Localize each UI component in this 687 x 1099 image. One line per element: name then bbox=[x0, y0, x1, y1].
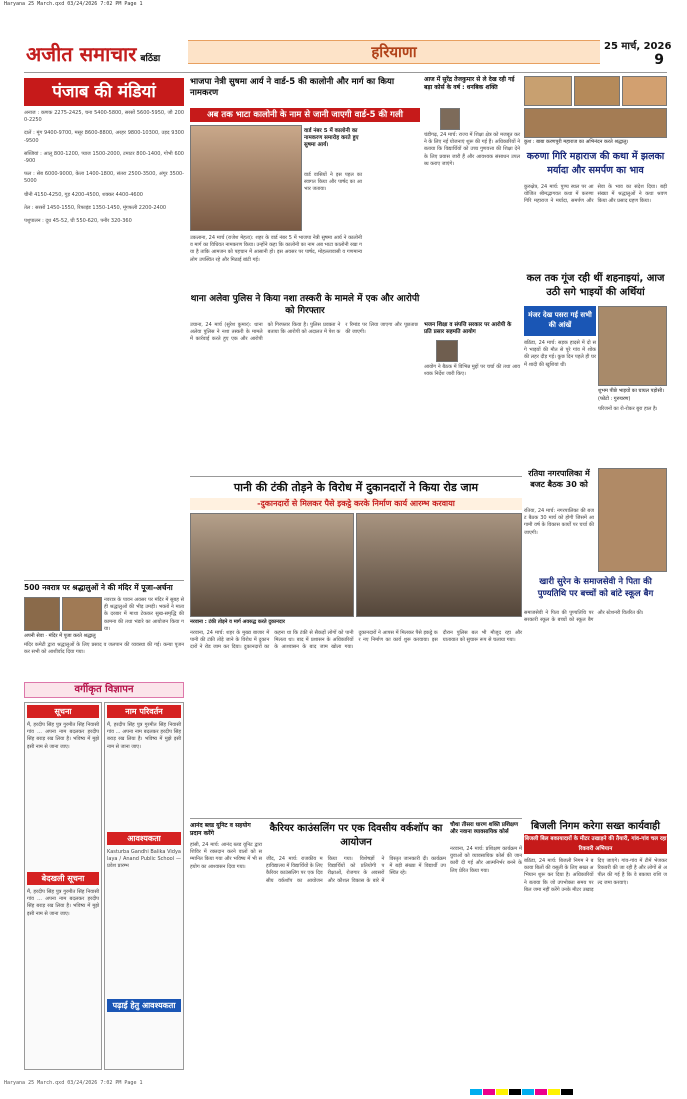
left-story1-caption: अपनी सेवा · मंदिर में पूजा करते श्रद्धालु bbox=[24, 633, 96, 639]
classified-col-1 bbox=[24, 702, 102, 1070]
right-story5-subhead: बिजली बिल बकायादारों के मीटर उखाड़ने की तैयारी, गांव-गांव चल रहा रिकवरी अभियान bbox=[524, 836, 667, 852]
right-story3-headline: रतिया नगरपालिका में बजट बैठक 30 को bbox=[528, 469, 590, 489]
right-top-caption: कुश : बाबा करणपुरी महाराज का अभिनंदन करते श्रद्धालु। bbox=[524, 139, 629, 145]
color-swatch bbox=[535, 1089, 547, 1095]
right-story1-headline: करुणा गिरि महाराज की कथा में झलका मर्यादा और समर्पण का भाव bbox=[526, 151, 665, 176]
story2-body: उचाना, 24 मार्च (सुरेश कुमार): थाना अलेवा पुलिस ने नशा तस्करी के मामले में कार्रवाई करते हुए एक और आरोपी को गिरफ्तार किया है। पुलिस प्रवक्ता ने बताया कि आरोपी को अदालत में पेश कर रिमांड पर लिया जाएगा और पूछताछ की जाएगी। bbox=[190, 322, 418, 343]
story6-headline: चौथा तीसरा धारण शक्ति प्रशिक्षण और नवाना व्यावसायिक कोर्स bbox=[450, 822, 518, 835]
left-story1-headline: 500 नवरात्र पर श्रद्धालुओं ने की मंदिर में पूजा-अर्चना bbox=[24, 583, 173, 592]
masthead-rule bbox=[24, 72, 667, 73]
right-story2-headline: कल तक गूंज रही थीं शहनाइयां, आज उठी सगे भाइयों की अर्थियां bbox=[526, 273, 665, 298]
classified-tag: आवश्यकता bbox=[107, 832, 181, 845]
lead-photo-caption: वार्ड नंबर 5 में कालोनी का नामकरण समारोह करते हुए सुषमा आर्य। bbox=[304, 128, 359, 148]
story4-headline: आनंद ब्लड यूनिट व सहयोग प्रदान करेंगे bbox=[190, 822, 251, 837]
mandi-row: पशुपालन : दूध 45-52, घी 550-620, पनीर 320-360 bbox=[24, 218, 132, 225]
color-swatch bbox=[561, 1089, 573, 1095]
story3-body: नरवाना, 24 मार्च: शहर के मुख्य बाजार में पानी की टंकी तोड़े जाने के विरोध में दुकानदारों ने रोड जाम कर दिया। दुकानदारों का कहना था कि टंकी से सैकड़ों लोगों को पानी मिलता था। बाद में प्रशासन के अधिकारियों के आश्वासन के बाद जाम खोला गया। दुकानदारों ने आपस में मिलकर पैसे इकट्ठे कर नए निर्माण का कार्य शुरू करवाया। इस दौरान पुलिस बल भी मौजूद रहा और यातायात को सुचारू रूप से चलाया गया। bbox=[190, 630, 522, 651]
right-story1-body: कुरुक्षेत्र, 24 मार्च: पुण्य स्थल पर आयोजित श्रीमद्भागवत कथा में करुणा गिरि महाराज ने मर्यादा, समर्पण और सेवा के भाव का संदेश दिया। बड़ी संख्या में श्रद्धालुओं ने कथा श्रवण किया और प्रसाद ग्रहण किया। bbox=[524, 184, 667, 205]
right-story3-body: रतिया, 24 मार्च: नगरपालिका की बजट बैठक 30 मार्च को होगी जिसमें आगामी वर्ष के विकास कार्यों पर चर्चा की जाएगी। bbox=[524, 508, 594, 536]
story3-subhead: -दुकानदारों से मिलकर पैसे इकट्ठे करके निर्माण कार्य आरम्भ करवाया bbox=[190, 498, 522, 510]
right-story2-caption bbox=[598, 388, 667, 395]
story3-headline: पानी की टंकी तोड़ने के विरोध में दुकानदारों ने किया रोड जाम bbox=[233, 481, 479, 494]
mandi-row: दालें : मूंग 9400-9700, मसूर 8600-8800, अरहर 9800-10300, उड़द 9300-9500 bbox=[24, 130, 184, 144]
left-story1-body: नवरात्र के पावन अवसर पर मंदिर में सुबह से ही श्रद्धालुओं की भीड़ उमड़ी। भक्तों ने माता के दरबार में माथा टेककर सुख-समृद्धि की कामना की तथा भंडारे का आयोजन किया गया। bbox=[104, 597, 184, 632]
mandi-row: तेल : सरसों 1450-1550, रिफाइंड 1350-1450, मूंगफली 2200-2400 bbox=[24, 204, 167, 211]
masthead bbox=[26, 40, 186, 70]
mandi-row: चीनी 4150-4250, गुड़ 4200-4500, शक्कर 4400-4600 bbox=[24, 191, 143, 198]
color-registration-bar bbox=[470, 1080, 670, 1088]
classified-ad: Kasturba Gandhi Balika Vidyalaya / Anand Public School — प्रवेश प्रारम्भ bbox=[107, 849, 181, 870]
caption-text: शुभम पीछे भाइयों का घायल पड़ोसी। bbox=[598, 388, 665, 394]
left-story1-photo2 bbox=[62, 597, 102, 631]
left-story1-photo1 bbox=[24, 597, 60, 631]
page-number: 9 bbox=[654, 52, 664, 68]
edition-label: बठिंडा bbox=[140, 54, 161, 64]
right-story2-photo bbox=[598, 306, 667, 386]
right-top-photo-3 bbox=[622, 76, 667, 106]
lead-subhead: अब तक भाटा कालोनी के नाम से जानी जाएगी वार्ड-5 की गली bbox=[190, 108, 420, 122]
classified-title: वर्गीकृत विज्ञापन bbox=[24, 682, 184, 698]
caption-text: मंदिर में पूजा करते श्रद्धालु bbox=[48, 633, 96, 639]
left-divider bbox=[24, 580, 184, 581]
right-story2-credit: (फोटो : गुरुचरण) bbox=[598, 396, 631, 402]
right-story5-headline: बिजली निगम करेगा सख्त कार्यवाही bbox=[531, 821, 660, 832]
issue-date: 25 मार्च, 2026 bbox=[604, 41, 672, 52]
right-top-photo-2 bbox=[574, 76, 620, 106]
mandi-title: पंजाब की मंडियां bbox=[24, 78, 184, 106]
story2-headline: थाना अलेवा पुलिस ने किया नशा तस्करी के मामले में एक और आरोपी को गिरफ्तार bbox=[190, 294, 420, 316]
color-swatch bbox=[483, 1089, 495, 1095]
right-top-photo-1 bbox=[524, 76, 572, 106]
color-swatch bbox=[470, 1089, 482, 1095]
story3-rule bbox=[190, 476, 522, 477]
mandi-row: सब्जियां : आलू 800-1200, प्याज 1500-2000, टमाटर 800-1400, गोभी 600-900 bbox=[24, 150, 184, 165]
story4-body: हांसी, 24 मार्च: आनंद ब्लड यूनिट द्वारा शिविर में रक्तदान करने वालों को सम्मानित किया गया और भविष्य में भी सहयोग का आश्वासन दिया गया। bbox=[190, 842, 262, 870]
classified-ad: मैं, हरदीप सिंह पुत्र गुरमीत सिंह निवासी गांव ... अपना नाम बदलकर हरदीप सिंह बराड़ रख लिया है। भविष्य में मुझे इसी नाम से जाना जाए। bbox=[107, 722, 181, 750]
mandi-row: फल : सेब 6000-9000, केला 1400-1800, संतरा 2500-3500, अंगूर 3500-5000 bbox=[24, 171, 184, 185]
caption-text: अपनी सेवा bbox=[24, 633, 44, 639]
color-swatch bbox=[496, 1089, 508, 1095]
story3-photo bbox=[190, 513, 354, 617]
right-story2-body-cont: परिजनों का रो-रोकर बुरा हाल है। bbox=[598, 406, 658, 412]
lead-body-side: वार्ड वासियों ने इस पहल का स्वागत किया और पार्षद का आभार जताया। bbox=[304, 172, 362, 193]
color-swatch bbox=[522, 1089, 534, 1095]
mid-portrait bbox=[440, 108, 460, 130]
classified-tag: सूचना bbox=[27, 705, 99, 718]
footer-slug-text: Haryana 25 March.qxd 03/24/2026 7:02 PM Page 1 bbox=[4, 1080, 143, 1086]
right-story4-headline: खारी सुरेन के समाजसेवी ने पिता की पुण्यतिथि पर बच्चों को बांटे स्कूल बैग bbox=[537, 577, 654, 599]
right-story5-body: बठिंडा, 24 मार्च: बिजली निगम ने बकाया बिलों की वसूली के लिए सख्त अभियान शुरू कर दिया है। अधिकारियों ने बताया कि जो उपभोक्ता समय पर बिल जमा नहीं करेंगे उनके मीटर उखाड़ दिए जाएंगे। गांव-गांव में टीमें भेजकर रिकवरी की जा रही है और लोगों से अपील की गई है कि वे बकाया राशि जल्द जमा करवाएं। bbox=[524, 858, 667, 893]
mandi-row: अनाज : कणक 2275-2425, चना 5400-5800, सरसों 5600-5950, जौ 2000-2250 bbox=[24, 110, 184, 124]
right-story4-body: समाजसेवी ने पिता की पुण्यतिथि पर सरकारी स्कूल के बच्चों को स्कूल बैग और स्टेशनरी वितरित की। bbox=[524, 610, 644, 624]
mid-headline: आज में सुरेंद्र तेजकुमार से ले देख रही गई बड़ा कोर्स के वर्ष : धनबिक शक्ति bbox=[424, 76, 515, 91]
lead-body: उकलाना, 24 मार्च (राजेश मेहता): शहर के वार्ड नंबर 5 में भाजपा नेत्री सुषमा आर्य ने कालोनी व मार्ग का विधिवत नामकरण किया। उन्होंने कहा कि कालोनी का नाम अब भाटा कालोनी रखा गया है ताकि आमजन को पहचान में आसानी हो। इस अवसर पर पार्षद, मोहल्लावासी व गणमान्य लोग उपस्थित रहे और मिठाई बांटी गई। bbox=[190, 235, 362, 263]
color-swatch bbox=[509, 1089, 521, 1095]
print-slug: Haryana 25 March.qxd 03/24/2026 7:02 PM Page 1 bbox=[4, 1, 143, 7]
lead-photo bbox=[190, 125, 302, 231]
mid2-body: आयोग ने बैठक में विभिन्न मुद्दों पर चर्चा की तथा आवश्यक निर्देश जारी किए। bbox=[424, 364, 520, 378]
story6-body: नरवाना, 24 मार्च: प्रशिक्षण कार्यक्रम में युवाओं को व्यावसायिक कोर्स की जानकारी दी गई और आत्मनिर्भर बनने के लिए प्रेरित किया गया। bbox=[450, 846, 522, 874]
classified-ad: मैं, हरदीप सिंह पुत्र गुरमीत सिंह निवासी गांव ... अपना नाम बदलकर हरदीप सिंह बराड़ रख लिया है। भविष्य में मुझे इसी नाम से जाना जाए। bbox=[27, 889, 99, 917]
right-top-photo-4 bbox=[524, 108, 667, 138]
mid2-portrait bbox=[436, 340, 458, 362]
classified-ad: मैं, हरदीप सिंह पुत्र गुरमीत सिंह निवासी गांव ... अपना नाम बदलकर हरदीप सिंह बराड़ रख लिया है। भविष्य में मुझे इसी नाम से जाना जाए। bbox=[27, 722, 99, 750]
classified-col-2 bbox=[104, 702, 184, 1070]
right-story3-photo bbox=[598, 468, 667, 572]
story3-photo-2 bbox=[356, 513, 522, 617]
mid-body: चंडीगढ़, 24 मार्च: राज्य में शिक्षा क्षेत्र को मजबूत करने के लिए नई योजनाएं शुरू की गई हैं। अधिकारियों ने बताया कि विद्यार्थियों को उच्च गुणवत्ता की शिक्षा देने के लिए प्रयास जारी हैं और आवश्यक संसाधन उपलब्ध कराए जाएंगे। bbox=[424, 132, 520, 167]
right-story2-body: बठिंडा, 24 मार्च: सड़क हादसे में दो सगे भाइयों की मौत से पूरे गांव में शोक की लहर दौड़ गई। कुछ दिन पहले ही घर में शादी की खुशियां थीं। bbox=[524, 340, 596, 368]
classified-tag: पढ़ाई हेतु आवश्यकता bbox=[107, 999, 181, 1012]
story3-caption: नरवाना : टंकी तोड़ने व मार्ग अवरुद्ध करते दुकानदार bbox=[190, 619, 285, 625]
mandi-list bbox=[24, 110, 184, 576]
story5-headline: कैरियर काउंसलिंग पर एक दिवसीय वर्कशॉप का आयोजन bbox=[269, 823, 443, 848]
mid2-headline: भजन शिक्षा व संपत्ति सरकार पर आरोपी के प्रति प्रसार सहमति आयोग bbox=[424, 322, 512, 335]
story5-body: जींद, 24 मार्च: राजकीय महाविद्यालय में विद्यार्थियों के लिए कैरियर काउंसलिंग पर एक दिवसीय वर्कशॉप का आयोजन किया गया। विशेषज्ञों ने विद्यार्थियों को प्रतियोगी परीक्षाओं, रोजगार के अवसरों और कौशल विकास के बारे में विस्तृत जानकारी दी। कार्यक्रम में बड़ी संख्या में विद्यार्थी उपस्थित रहे। bbox=[266, 856, 446, 884]
right-story2-subhead: मंजर देख पसरा गई सभी की आंखें bbox=[524, 306, 596, 336]
masthead-title: अजीत समाचार bbox=[26, 42, 137, 66]
section-band: हरियाणा bbox=[188, 40, 600, 64]
classified-tag: नाम परिवर्तन bbox=[107, 705, 181, 718]
color-swatch bbox=[548, 1089, 560, 1095]
bottom-rule bbox=[190, 818, 522, 819]
left-story1-body-cont: मंदिर कमेटी द्वारा श्रद्धालुओं के लिए प्रसाद व जलपान की व्यवस्था की गई। कन्या पूजन कर सभी को आशीर्वाद दिया गया। bbox=[24, 642, 184, 656]
lead-headline: भाजपा नेत्री सुषमा आर्य ने वार्ड-5 की कालोनी और मार्ग का किया नामकरण bbox=[190, 77, 395, 98]
classified-tag: बेदखली सूचना bbox=[27, 872, 99, 885]
